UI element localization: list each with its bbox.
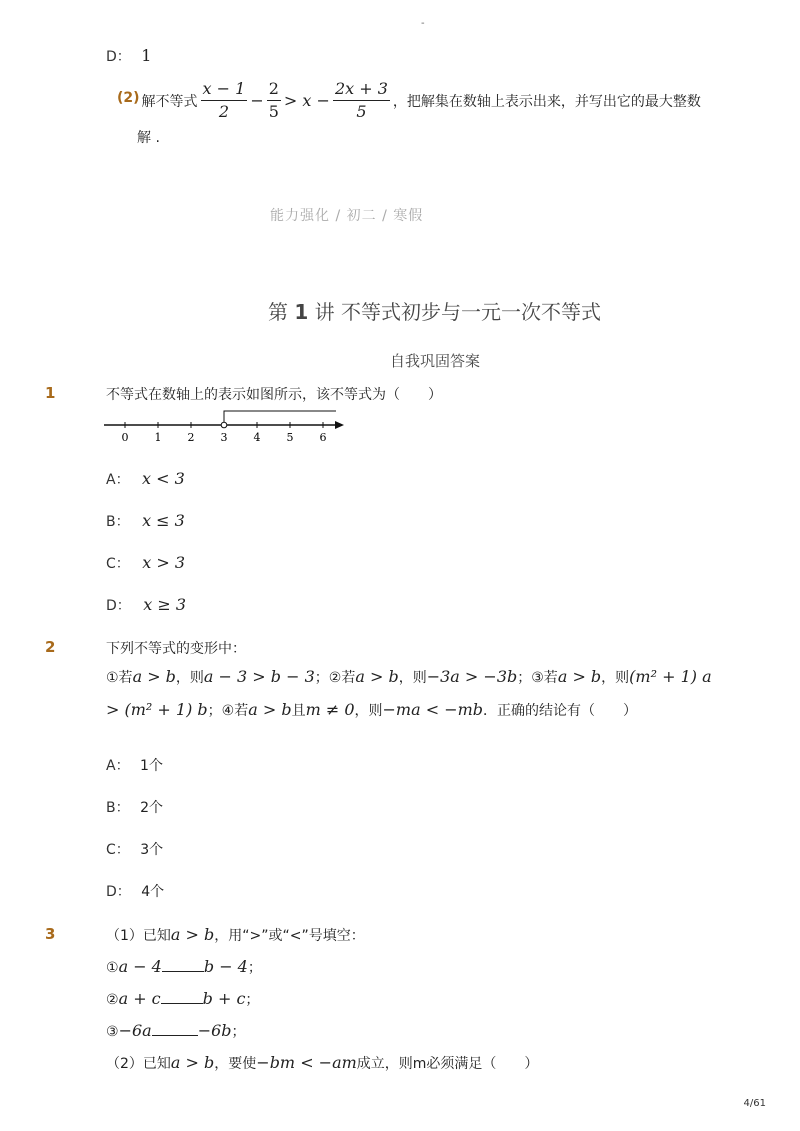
text: ；④若 [207,703,249,719]
fill-row-3 [106,1021,246,1041]
expr: a > b [557,667,602,686]
expr: a − 3 > b − 3 [203,667,315,686]
question-number: 2 [45,638,56,656]
text: ；③若 [517,670,558,686]
page-number: 4/61 [743,1098,766,1109]
question-stem: 不等式在数轴上的表示如图所示，该不等式为（ ） [106,387,442,403]
expr: −6a [118,1021,152,1040]
option-label: B： [106,800,130,816]
answer-blank[interactable] [161,990,203,1004]
expr: (m² + 1) a [629,667,712,686]
expr: a > b [132,667,176,686]
option-text: 2个 [140,800,163,816]
option-d[interactable] [106,881,164,901]
text: ，用“>”或“<”号填空： [214,928,365,944]
expr: m ≠ 0 [305,700,355,719]
numerator: 2x + 3 [333,80,390,101]
text: ；②若 [314,670,356,686]
text: 且 [291,703,306,719]
text: ，则 [398,670,427,686]
operator: > x − [283,91,330,110]
text: ，则 [354,703,383,719]
number-line [100,405,350,447]
fill-row-2 [106,989,259,1009]
text: ① [106,960,119,976]
text: ，要使 [214,1056,257,1072]
option-expr: x ≥ 3 [143,595,187,614]
question-text: 解不等式 [141,93,198,110]
option-label: D： [106,49,131,65]
numerator: x − 1 [201,80,248,101]
question-text-continued: 解 . [137,130,160,146]
solution-ray [224,411,336,425]
section-title: 自我巩固答案 [390,352,481,370]
option-text: 4个 [141,884,165,900]
denominator: 2 [218,102,230,121]
fraction-3 [333,80,390,121]
expr: −ma < −mb [382,700,484,719]
option-label: D： [106,598,131,614]
question-body-line-2 [106,700,637,720]
prev-option-d [106,46,151,66]
sub-question-number: (2) [117,90,140,106]
text: ； [245,992,260,1008]
option-c[interactable] [106,553,185,573]
question-number: 1 [45,384,56,402]
option-c[interactable] [106,839,163,859]
question-number: 3 [45,925,56,943]
denominator: 5 [356,102,367,121]
operator: − [250,91,264,110]
tick-label: 4 [253,431,261,444]
question-part-2 [106,1053,538,1073]
option-expr: x < 3 [142,469,185,488]
numerator: 2 [267,80,281,101]
expr: > (m² + 1) b [106,700,208,719]
tick-label: 6 [319,431,327,444]
option-text: 1个 [140,758,163,774]
question-text: ，把解集在数轴上表示出来，并写出它的最大整数 [392,93,701,110]
expr: a > b [170,1053,215,1072]
axis-arrow [335,421,344,429]
tick-label: 2 [187,431,195,444]
tick-label: 5 [286,431,294,444]
breadcrumb: 能力强化 / 初二 / 寒假 [270,208,424,224]
text: 成立，则m必须满足（ ） [356,1056,539,1072]
option-label: D： [106,884,131,900]
expr: −6b [197,1021,232,1040]
option-d[interactable] [106,595,186,615]
header-mark: - [421,18,425,29]
text: ，则 [601,670,630,686]
denominator: 5 [268,102,279,121]
text: ．正确的结论有（ ） [483,703,638,719]
option-value: 1 [141,46,152,65]
answer-blank[interactable] [162,958,204,972]
fraction-2 [267,80,281,121]
question-part-1 [106,925,365,945]
lecture-number: 1 [294,300,309,324]
text: ①若 [106,670,133,686]
expr: b − 4 [203,957,248,976]
text: ② [106,992,119,1008]
option-label: A： [106,758,130,774]
open-circle [221,422,227,428]
expr: a + c [118,989,161,1008]
option-b[interactable] [106,797,163,817]
lecture-prefix: 第 [268,300,288,324]
option-label: A： [106,472,130,488]
expr: −bm < −am [256,1053,357,1072]
text: （1）已知 [106,928,171,944]
answer-blank[interactable] [152,1022,198,1036]
option-expr: x ≤ 3 [142,511,185,530]
tick-label: 1 [154,431,162,444]
option-label: C： [106,556,130,572]
option-a[interactable] [106,755,163,775]
prev-question-2 [117,80,701,121]
expr: b + c [202,989,246,1008]
expr: a − 4 [118,957,162,976]
text: ③ [106,1024,119,1040]
option-b[interactable] [106,511,185,531]
text: ，则 [175,670,204,686]
option-a[interactable] [106,469,185,489]
text: （2）已知 [106,1056,171,1072]
text: ； [247,960,262,976]
expr: a > b [248,700,292,719]
tick-label: 0 [121,431,129,444]
text: ； [231,1024,246,1040]
expr: −3a > −3b [426,667,518,686]
tick-label: 3 [220,431,228,444]
lecture-title [268,296,601,325]
question-body-line-1 [106,667,712,687]
fill-row-1 [106,957,262,977]
option-text: 3个 [140,842,164,858]
lecture-title-text: 讲 不等式初步与一元一次不等式 [314,300,601,324]
option-expr: x > 3 [142,553,186,572]
option-label: B： [106,514,130,530]
question-stem: 下列不等式的变形中： [106,641,246,657]
option-label: C： [106,842,130,858]
expr: a > b [355,667,399,686]
expr: a > b [170,925,215,944]
fraction-1 [201,80,248,121]
